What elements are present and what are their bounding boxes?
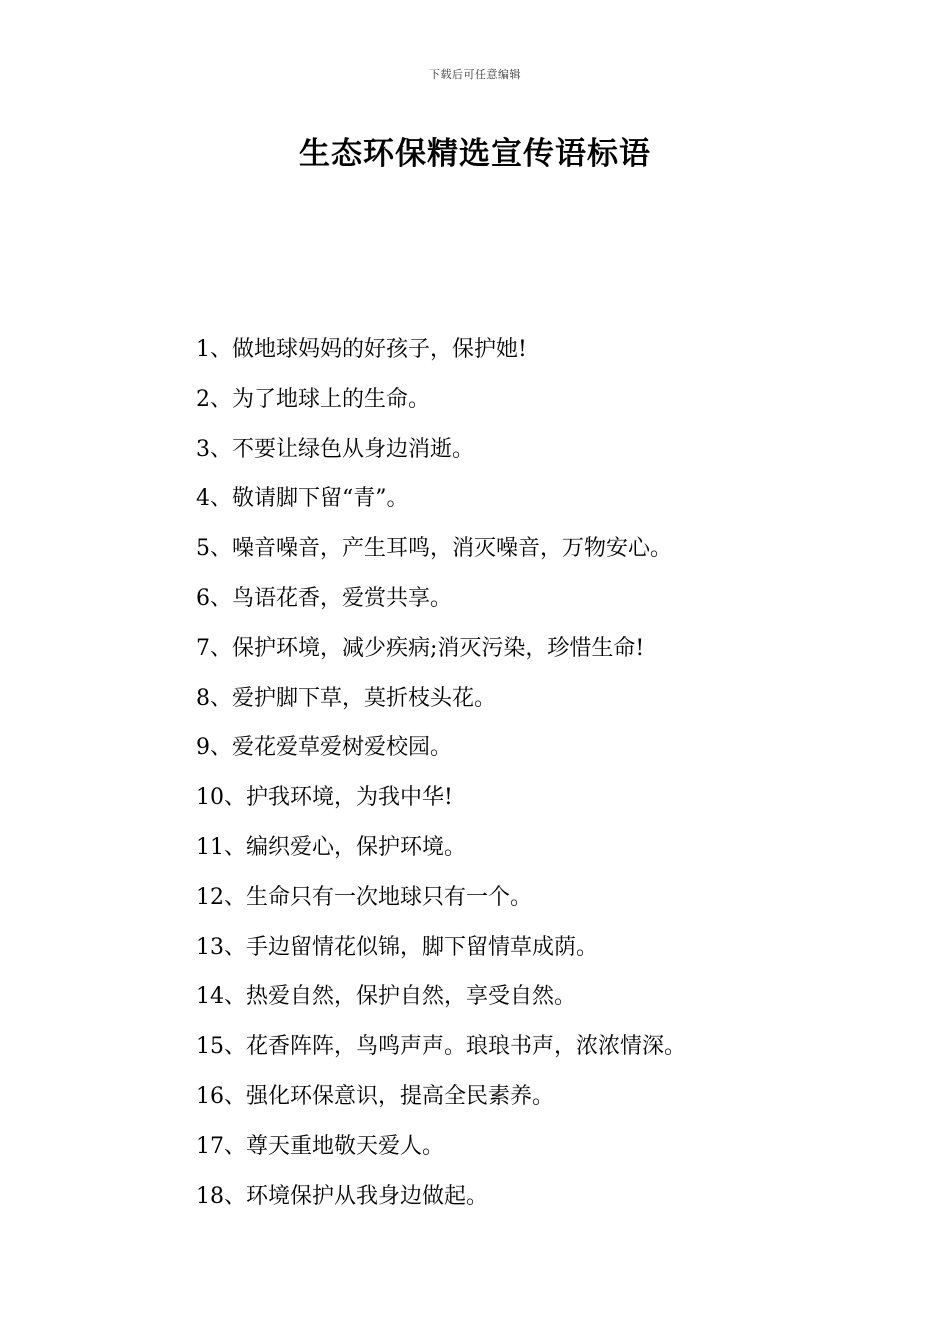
list-item: 2、为了地球上的生命。 xyxy=(196,386,430,412)
list-item: 1、做地球妈妈的好孩子，保护她! xyxy=(196,337,527,362)
list-item: 12、生命只有一次地球只有一个。 xyxy=(196,884,532,910)
page-title: 生态环保精选宣传语标语 xyxy=(299,136,651,172)
list-item: 11、编织爱心，保护环境。 xyxy=(196,834,466,860)
list-item: 5、噪音噪音，产生耳鸣，消灭噪音，万物安心。 xyxy=(196,536,672,562)
list-item: 6、鸟语花香，爱赏共享。 xyxy=(196,585,452,611)
list-item: 4、敬请脚下留“青”。 xyxy=(196,486,409,512)
list-item: 18、环境保护从我身边做起。 xyxy=(196,1183,488,1209)
list-item: 16、强化环保意识，提高全民素养。 xyxy=(196,1083,554,1109)
list-item: 9、爱花爱草爱树爱校园。 xyxy=(196,735,452,761)
header-note: 下载后可任意编辑 xyxy=(429,68,521,81)
list-item: 15、花香阵阵，鸟鸣声声。琅琅书声，浓浓情深。 xyxy=(196,1034,686,1060)
list-item: 3、不要让绿色从身边消逝。 xyxy=(196,436,474,462)
list-item: 13、手边留情花似锦，脚下留情草成荫。 xyxy=(196,934,598,960)
list-item: 14、热爱自然，保护自然，享受自然。 xyxy=(196,984,576,1010)
slogan-list xyxy=(196,333,686,1229)
list-item: 10、护我环境，为我中华! xyxy=(196,785,453,811)
list-item: 7、保护环境，减少疾病;消灭污染，珍惜生命! xyxy=(196,635,645,661)
list-item: 17、尊天重地敬天爱人。 xyxy=(196,1133,444,1159)
list-item: 8、爱护脚下草，莫折枝头花。 xyxy=(196,685,496,711)
